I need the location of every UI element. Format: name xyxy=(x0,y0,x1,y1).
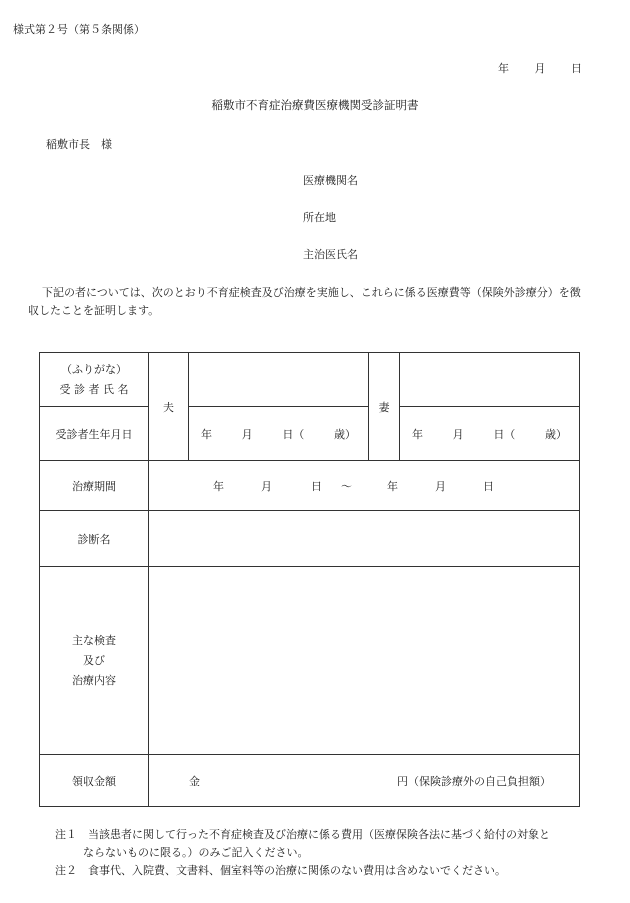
date-year: 年 xyxy=(498,62,509,75)
wife-name-field[interactable] xyxy=(400,353,580,407)
treatment-label-line1: 主な検査 xyxy=(72,633,116,647)
note-1-continued: ならないものに限る。）のみご記入ください。 xyxy=(83,846,309,859)
institution-name-label: 医療機関名 xyxy=(303,174,358,187)
diagnosis-field[interactable] xyxy=(149,511,580,567)
document-title: 稲敷市不育症治療費医療機関受診証明書 xyxy=(211,98,419,112)
birth-date-label: 受診者生年月日 xyxy=(40,407,149,461)
certificate-table xyxy=(39,352,580,807)
patient-name-label: 受 診 者 氏 名 xyxy=(59,382,129,396)
treatment-period-label: 治療期間 xyxy=(40,461,149,511)
patient-name-label-cell xyxy=(40,353,149,407)
treatment-content-field[interactable] xyxy=(149,567,580,755)
date-day: 日 xyxy=(571,62,582,75)
wife-birth-field[interactable] xyxy=(400,407,580,461)
husband-label: 夫 xyxy=(149,353,189,461)
addressee: 稲敷市長 様 xyxy=(46,138,112,151)
treatment-label-line2: 及び xyxy=(83,653,105,667)
period-start-year: 年 xyxy=(213,479,224,493)
period-separator: ～ xyxy=(341,479,352,493)
husband-birth-day: 日（ xyxy=(282,427,305,441)
form-number: 様式第２号（第５条関係） xyxy=(13,23,145,36)
furigana-label: （ふりがな） xyxy=(61,362,127,376)
note-1: 注１ 当該患者に関して行った不育症検査及び治療に係る費用（医療保険各法に基づく給付の対象と xyxy=(55,828,550,841)
period-end-month: 月 xyxy=(435,479,446,493)
doctor-name-label: 主治医氏名 xyxy=(303,248,358,261)
wife-birth-month: 月 xyxy=(452,427,464,441)
period-end-year: 年 xyxy=(387,479,398,493)
wife-birth-year: 年 xyxy=(412,427,423,441)
note-2: 注２ 食事代、入院費、文書料、個室料等の治療に関係のない費用は含めないでください。 xyxy=(55,864,506,877)
husband-age: 歳） xyxy=(333,427,356,441)
institution-address-label: 所在地 xyxy=(303,211,336,224)
period-start-day: 日 xyxy=(311,479,322,493)
fee-field[interactable] xyxy=(149,755,580,807)
wife-label: 妻 xyxy=(369,353,400,461)
treatment-period-field[interactable] xyxy=(149,461,580,511)
husband-birth-year: 年 xyxy=(201,427,212,441)
notes xyxy=(55,826,550,880)
husband-birth-field[interactable] xyxy=(189,407,369,461)
wife-age: 歳） xyxy=(544,427,567,441)
period-start-month: 月 xyxy=(261,479,272,493)
intro-paragraph: 下記の者については、次のとおり不育症検査及び治療を実施し、これらに係る医療費等（保険外診療分）を徴収したことを証明します。 xyxy=(28,286,581,317)
husband-name-field[interactable] xyxy=(189,353,369,407)
wife-birth-day: 日（ xyxy=(493,427,516,441)
husband-birth-month: 月 xyxy=(241,427,253,441)
treatment-content-label xyxy=(40,567,149,755)
treatment-label-line3: 治療内容 xyxy=(72,673,116,687)
issue-date xyxy=(476,60,582,76)
diagnosis-label: 診断名 xyxy=(40,511,149,567)
period-end-day: 日 xyxy=(483,479,494,493)
fee-suffix: 円（保険診療外の自己負担額） xyxy=(397,774,551,788)
date-month: 月 xyxy=(534,62,546,75)
fee-label: 領収金額 xyxy=(40,755,149,807)
fee-prefix: 金 xyxy=(189,774,200,788)
